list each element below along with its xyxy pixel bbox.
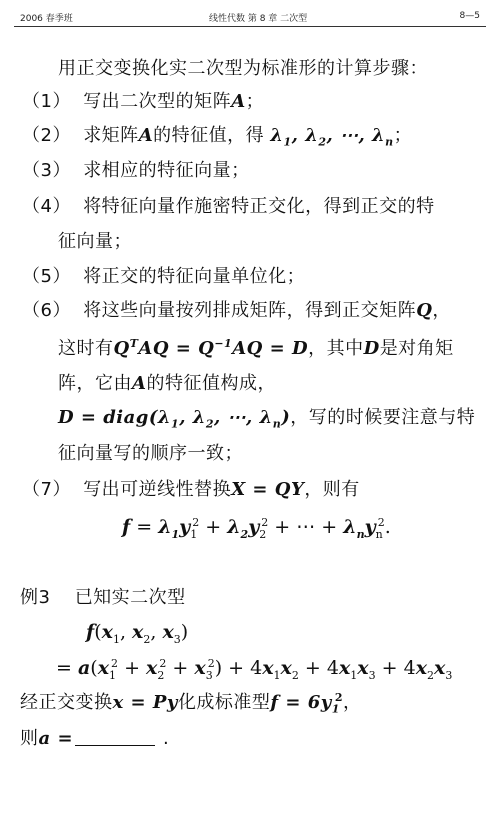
step-1-text: 写出二次型的矩阵 bbox=[83, 91, 232, 112]
example-title: 已知实二次型 bbox=[74, 587, 186, 608]
step-6-l2a: 这时有 bbox=[58, 338, 114, 359]
example-line4a: 经正交变换 bbox=[20, 692, 113, 713]
step-3-number: （3） bbox=[22, 160, 71, 181]
step-1 bbox=[22, 91, 264, 113]
example-line4b: 化成标准型 bbox=[177, 692, 271, 713]
header-rule bbox=[14, 26, 486, 27]
step-6-l3: 阵，它由 bbox=[58, 373, 132, 394]
step-3-text: 求相应的特征向量； bbox=[83, 160, 250, 181]
step-2-mid: 的特征值，得 bbox=[153, 125, 265, 146]
step-4-continued: 征向量； bbox=[58, 231, 132, 252]
step-2-tail: ； bbox=[393, 125, 413, 146]
quadratic-form-rhs: = $a(x_1^2 + x_2^2 + x_3^2) + 4x_1x_2 + 4x_1x_3 + 4x_2x_3$ bbox=[56, 656, 453, 682]
step-5-text: 将正交的特征向量单位化； bbox=[83, 266, 306, 287]
header-course: 2006 春季班 bbox=[20, 14, 73, 24]
step-3 bbox=[22, 160, 250, 182]
step-7-mid: ，则有 bbox=[304, 479, 360, 500]
step-6-number: （6） bbox=[22, 300, 71, 321]
example-line5a: 则 bbox=[20, 728, 39, 749]
standard-form-equation: $f = \lambda_1y_1^2 + \lambda_2y_2^2$ + ⋯ + $\lambda_ny_n^2$. bbox=[122, 515, 391, 541]
standard-form-result: f = 6y bbox=[270, 692, 332, 713]
page-header bbox=[14, 8, 486, 24]
step-7-text: 写出可逆线性替换 bbox=[83, 479, 232, 500]
step-1-tail: ； bbox=[245, 91, 265, 112]
step-6-line-3 bbox=[58, 373, 276, 395]
matrix-a-symbol: A bbox=[231, 91, 246, 112]
step-2-number: （2） bbox=[22, 125, 71, 146]
intro-text: 用正交变换化实二次型为标准形的计算步骤： bbox=[58, 58, 428, 79]
step-5-number: （5） bbox=[22, 266, 71, 287]
header-page-number: 8—5 bbox=[459, 11, 480, 21]
step-6-l2c: 是对角矩 bbox=[379, 338, 454, 359]
step-4-number: （4） bbox=[22, 196, 71, 217]
example-line-5: 则a = . bbox=[20, 728, 170, 749]
eigenvalue-list: $\lambda_1$, $\lambda_2$, ⋯, $\lambda_n$ bbox=[270, 125, 394, 149]
step-6-line-2 bbox=[58, 338, 454, 360]
example-heading bbox=[20, 587, 186, 609]
header-chapter: 线性代数 第 8 章 二次型 bbox=[209, 14, 308, 24]
example-line5-end: . bbox=[163, 728, 170, 749]
parameter-a-symbol: a bbox=[38, 728, 51, 749]
example-line-4: 经正交变换x = Py化成标准型$f = 6y_1^2$， bbox=[20, 691, 362, 716]
matrix-d-symbol: D bbox=[363, 338, 380, 359]
matrix-a-symbol: A bbox=[138, 125, 154, 146]
step-6-line-4 bbox=[58, 407, 475, 429]
step-2-text: 求矩阵 bbox=[83, 125, 139, 146]
step-6-line-5: 征向量写的顺序一致； bbox=[58, 443, 243, 464]
example-label: 例3 bbox=[20, 587, 51, 608]
matrix-a-symbol: A bbox=[132, 373, 147, 394]
step-7 bbox=[22, 479, 360, 501]
answer-blank[interactable] bbox=[75, 731, 155, 746]
diag-formula: $D = diag(\lambda_1$, $\lambda_2$, ⋯, $\lambda_n$) bbox=[58, 407, 291, 431]
step-6-tail: ， bbox=[432, 300, 451, 321]
matrix-q-symbol: Q bbox=[416, 300, 433, 321]
quadratic-form-lhs: $f(x_1$, $x_2$, $x_3$) bbox=[86, 621, 189, 646]
step-6-l4: ，写的时候要注意与特 bbox=[290, 407, 476, 428]
orthogonal-transform-formula: x = Py bbox=[112, 692, 178, 713]
step-6-text: 将这些向量按列排成矩阵，得到正交矩阵 bbox=[83, 300, 417, 321]
step-4-text: 将特征向量作施密特正交化，得到正交的特 bbox=[83, 196, 435, 217]
step-4 bbox=[22, 196, 435, 218]
step-6-l2b: ，其中 bbox=[308, 338, 364, 359]
substitution-formula: X = QY bbox=[231, 479, 305, 500]
step-1-number: （1） bbox=[22, 91, 71, 112]
step-6-l3b: 的特征值构成， bbox=[146, 373, 276, 394]
similarity-equation: $Q^TAQ = Q^{-1}AQ = D$ bbox=[113, 337, 309, 359]
step-2 bbox=[22, 125, 412, 147]
step-6 bbox=[22, 300, 451, 322]
step-7-number: （7） bbox=[22, 479, 71, 500]
step-5 bbox=[22, 266, 305, 288]
